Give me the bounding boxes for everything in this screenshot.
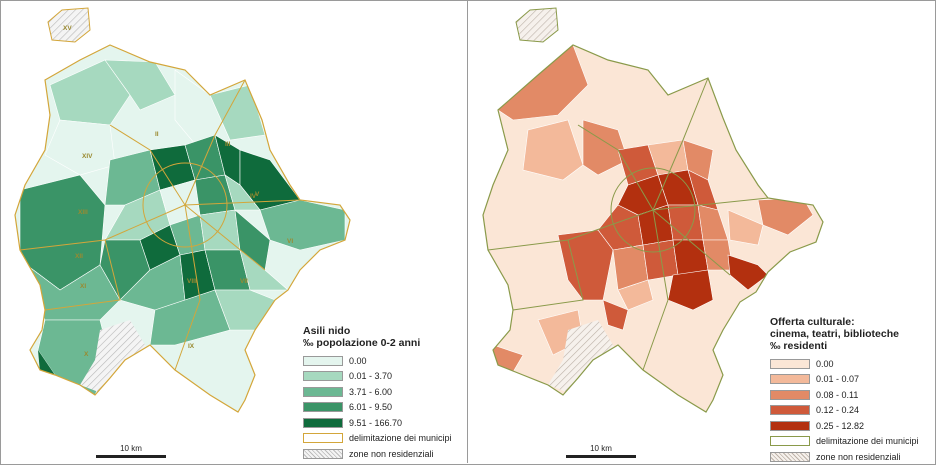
label-viii: VIII: [187, 278, 197, 285]
left-scale-bar: [96, 444, 166, 458]
label-xii: XII: [75, 253, 83, 260]
label-vii: VII: [240, 278, 248, 285]
right-legend-class: [770, 387, 919, 403]
right-legend-rows: [770, 356, 919, 434]
legend-class-label: 0.08 - 0.11: [816, 389, 859, 400]
label-ii: II: [155, 131, 159, 138]
right-boundary-label: delimitazione dei municipi: [816, 436, 919, 447]
right-legend-title-line3: ‰ residenti: [770, 340, 828, 352]
legend-swatch: [303, 402, 343, 412]
right-scale-label: 10 km: [590, 444, 612, 453]
legend-class-label: 0.12 - 0.24: [816, 405, 860, 416]
right-legend-nonres: [770, 449, 919, 465]
label-xiv: XIV: [82, 153, 93, 160]
label-x: X: [84, 351, 89, 358]
legend-class-label: 0.01 - 0.07: [816, 374, 860, 385]
right-scale-line: [566, 455, 636, 458]
right-map-panel: [468, 0, 934, 463]
legend-class-label: 0.25 - 12.82: [816, 420, 865, 431]
left-legend-class: [303, 353, 452, 369]
left-boundary-swatch: [303, 433, 343, 443]
label-vi: VI: [287, 238, 294, 245]
right-legend-title: [770, 316, 919, 352]
left-boundary-label: delimitazione dei municipi: [349, 433, 452, 444]
left-map-panel: [0, 0, 466, 463]
legend-class-label: 9.51 - 166.70: [349, 417, 403, 428]
legend-swatch: [303, 387, 343, 397]
label-xv: XV: [63, 25, 72, 32]
right-legend-boundary: [770, 434, 919, 450]
legend-swatch: [770, 421, 810, 431]
label-xiii: XIII: [78, 209, 88, 216]
left-legend-nonres: [303, 446, 452, 462]
legend-swatch: [303, 371, 343, 381]
legend-swatch: [770, 359, 810, 369]
legend-swatch: [770, 405, 810, 415]
label-iii: III: [225, 141, 231, 148]
right-legend-title-line1: Offerta culturale:: [770, 316, 855, 328]
right-nonres-label: zone non residenziali: [816, 451, 901, 462]
left-legend-title-line2: ‰ popolazione 0-2 anni: [303, 337, 421, 349]
left-legend-class: [303, 384, 452, 400]
left-legend-class: [303, 369, 452, 385]
right-legend-title-line2: cinema, teatri, biblioteche: [770, 328, 899, 340]
legend-class-label: 0.00: [816, 358, 834, 369]
left-legend-boundary: [303, 431, 452, 447]
legend-class-label: 3.71 - 6.00: [349, 386, 393, 397]
right-nonres-swatch: [770, 452, 810, 462]
left-legend-class: [303, 415, 452, 431]
left-legend-title: [303, 325, 452, 349]
right-legend-class: [770, 403, 919, 419]
legend-swatch: [303, 418, 343, 428]
left-legend: [303, 325, 452, 462]
right-boundary-swatch: [770, 436, 810, 446]
right-legend: [770, 316, 919, 465]
left-legend-class: [303, 400, 452, 416]
label-v: V: [255, 191, 260, 198]
right-xv-exclave: [516, 8, 558, 42]
left-nonres-label: zone non residenziali: [349, 448, 434, 459]
left-legend-title-line1: Asili nido: [303, 325, 351, 337]
legend-class-label: 0.01 - 3.70: [349, 371, 393, 382]
legend-swatch: [303, 356, 343, 366]
right-legend-class: [770, 372, 919, 388]
label-iv: IV: [250, 193, 257, 200]
left-scale-label: 10 km: [120, 444, 142, 453]
legend-swatch: [770, 374, 810, 384]
right-legend-class: [770, 418, 919, 434]
legend-class-label: 0.00: [349, 355, 367, 366]
legend-class-label: 6.01 - 9.50: [349, 402, 393, 413]
left-scale-line: [96, 455, 166, 458]
left-legend-rows: [303, 353, 452, 431]
legend-swatch: [770, 390, 810, 400]
left-nonres-swatch: [303, 449, 343, 459]
label-ix: IX: [188, 343, 195, 350]
right-scale-bar: [566, 444, 636, 458]
right-legend-class: [770, 356, 919, 372]
label-xi: XI: [80, 283, 87, 290]
